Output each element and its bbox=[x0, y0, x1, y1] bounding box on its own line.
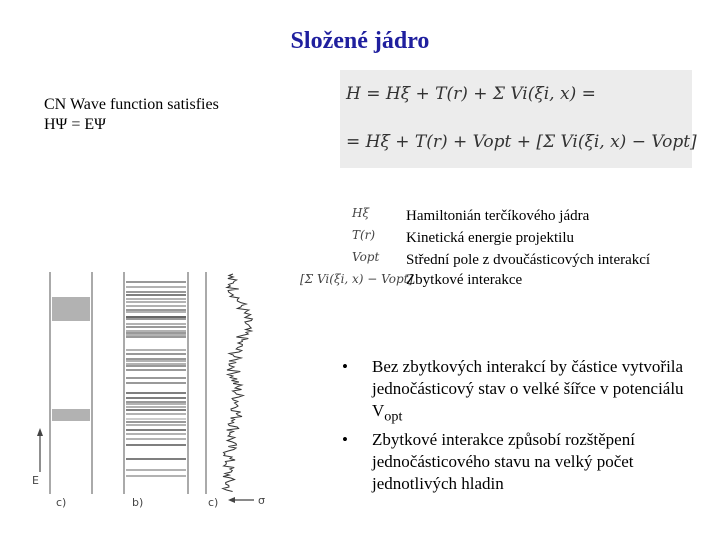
panel-c-spectrum bbox=[206, 272, 252, 494]
level-lines bbox=[126, 282, 186, 476]
panel-c-left bbox=[50, 272, 92, 494]
axis-label-sigma: σ bbox=[258, 494, 265, 507]
cross-section-trace bbox=[223, 274, 253, 492]
cn-statement bbox=[44, 95, 219, 135]
definition-tr: Kinetická energie projektilu bbox=[406, 230, 574, 246]
bullet-marker: • bbox=[342, 430, 348, 450]
hatch-band-lower bbox=[52, 410, 90, 420]
cn-line-1: CN Wave function satisfies bbox=[44, 96, 219, 113]
bullet-subscript: opt bbox=[384, 408, 403, 425]
symbol-residual: [Σ Vi(ξi, x) − Vopt] bbox=[300, 272, 414, 286]
symbol-hxi: Hξ bbox=[352, 206, 370, 220]
definition-residual: Zbytkové interakce bbox=[406, 272, 523, 288]
panel-b-levels bbox=[124, 272, 188, 494]
slide-title: Složené jádro bbox=[290, 28, 430, 54]
equation-line-1: H = Hξ + T(r) + Σ Vi(ξi, x) = bbox=[346, 84, 596, 104]
hamiltonian-equation bbox=[340, 70, 697, 168]
panel-label-b: b) bbox=[132, 496, 144, 509]
bullet-text: Zbytkové interakce způsobí rozštěpení jednočásticového stavu na velký počet jednotlivých hladin bbox=[372, 430, 635, 494]
cn-line-2: HΨ = EΨ bbox=[44, 116, 106, 133]
definition-hxi: Hamiltonián terčíkového jádra bbox=[406, 208, 590, 224]
bullet-item bbox=[340, 356, 710, 427]
level-scheme-figure bbox=[28, 262, 288, 520]
bullet-text: Bez zbytkových interakcí by částice vytvořila jednočásticový stav o velké šířce v potenciálu V bbox=[372, 357, 684, 420]
bullet-marker: • bbox=[342, 357, 348, 376]
hatch-band-upper bbox=[52, 298, 90, 320]
bullet-list bbox=[340, 356, 710, 497]
symbol-tr: T(r) bbox=[352, 228, 376, 242]
equation-line-2: = Hξ + T(r) + Vopt + [Σ Vi(ξi, x) − Vopt] bbox=[346, 132, 697, 152]
panel-label-c-left: c) bbox=[56, 496, 67, 509]
energy-axis bbox=[37, 428, 43, 472]
cross-section-axis bbox=[228, 497, 254, 503]
panel-label-c-right: c) bbox=[208, 496, 219, 509]
axis-label-energy: E bbox=[32, 474, 39, 487]
symbol-vopt: Vopt bbox=[352, 250, 380, 264]
bullet-item bbox=[340, 429, 710, 495]
definition-vopt: Střední pole z dvoučásticových interakcí bbox=[406, 252, 651, 268]
